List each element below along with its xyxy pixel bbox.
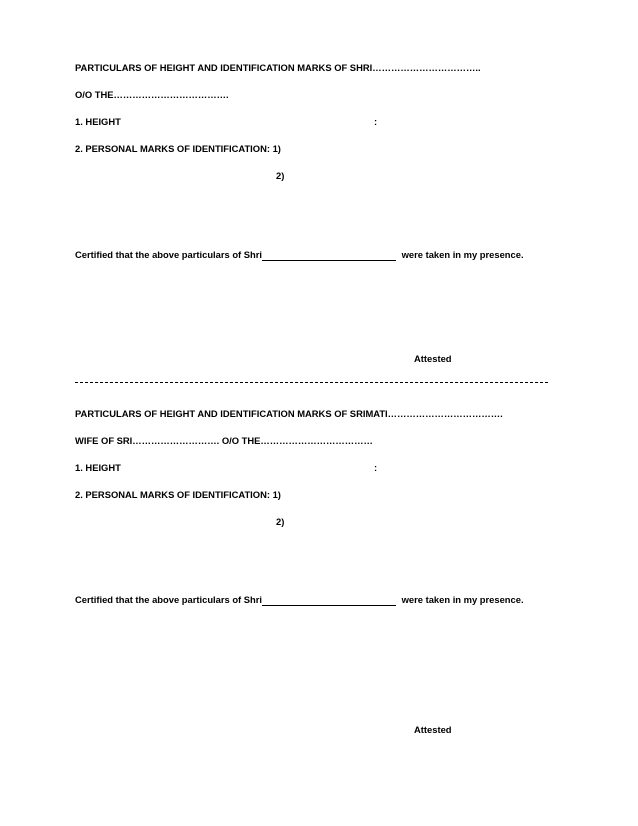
section-separator xyxy=(75,382,548,383)
section1-attested: Attested xyxy=(414,353,452,364)
section2-certified xyxy=(75,594,524,606)
section2-height-colon: : xyxy=(374,462,378,473)
section1-certified xyxy=(75,249,524,261)
section2-height-label: 1. HEIGHT xyxy=(75,462,121,473)
section1-marks-second: 2) xyxy=(276,170,285,181)
section2-marks-second: 2) xyxy=(276,516,285,527)
section2-name-blank xyxy=(262,595,396,606)
section2-marks-label: 2. PERSONAL MARKS OF IDENTIFICATION: 1) xyxy=(75,489,281,500)
section1-title: PARTICULARS OF HEIGHT AND IDENTIFICATION MARKS OF SHRI…………………………….. xyxy=(75,62,481,73)
section1-oo-the: O/O THE………………………………. xyxy=(75,89,229,100)
section1-height-colon: : xyxy=(374,116,378,127)
section1-marks-label: 2. PERSONAL MARKS OF IDENTIFICATION: 1) xyxy=(75,143,281,154)
section1-certified-prefix: Certified that the above particulars of Shri xyxy=(75,249,263,260)
section2-wife-of: WIFE OF SRI………………………. O/O THE……………………………… xyxy=(75,435,373,446)
section2-certified-suffix: were taken in my presence. xyxy=(401,594,524,605)
section2-certified-prefix: Certified that the above particulars of Shri xyxy=(75,594,263,605)
section1-certified-suffix: were taken in my presence. xyxy=(401,249,524,260)
section1-height-label: 1. HEIGHT xyxy=(75,116,121,127)
section2-title: PARTICULARS OF HEIGHT AND IDENTIFICATION MARKS OF SRIMATI………………………………. xyxy=(75,408,503,419)
section2-attested: Attested xyxy=(414,724,452,735)
section1-name-blank xyxy=(262,250,396,261)
